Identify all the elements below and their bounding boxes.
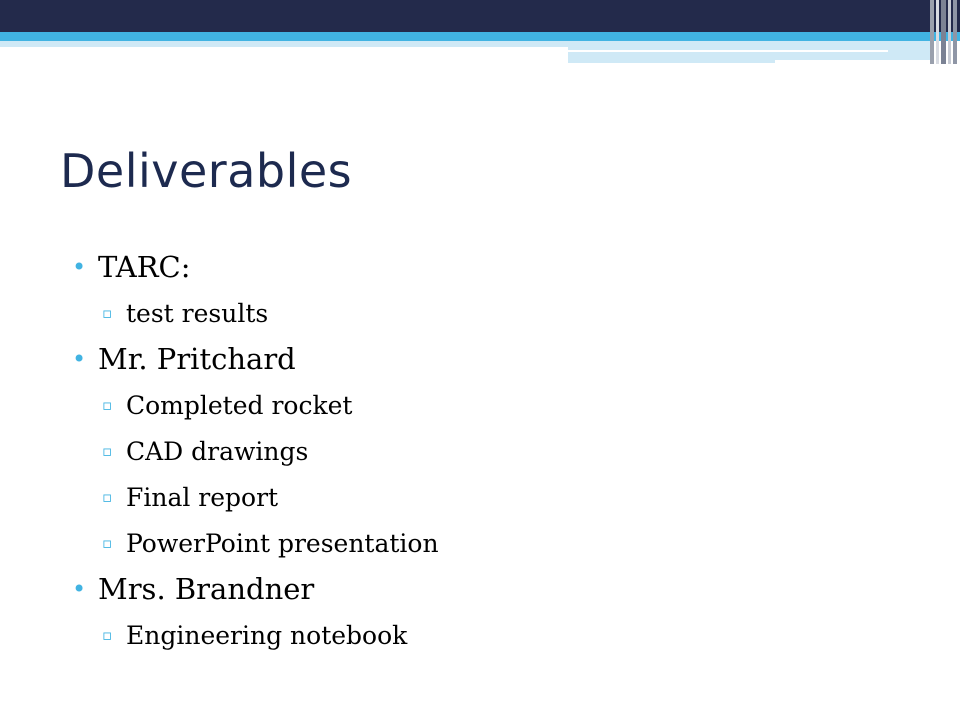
sub-bullet-item — [102, 428, 439, 474]
bullet-icon: • — [72, 345, 87, 373]
bullet-item — [72, 336, 439, 566]
sub-bullet-item — [102, 612, 439, 658]
top-banner-pale-stripe — [0, 41, 568, 47]
sub-bullet-icon: ▫ — [102, 533, 113, 552]
bullet-list — [72, 244, 439, 658]
sub-bullet-label: Completed rocket — [126, 390, 353, 420]
bullet-label: Mr. Pritchard — [98, 342, 296, 376]
sub-bullet-item — [102, 520, 439, 566]
corner-stripe — [941, 0, 946, 64]
sub-bullet-item — [102, 382, 439, 428]
top-banner-divider-secondary — [775, 60, 930, 63]
sub-bullet-icon: ▫ — [102, 395, 113, 414]
sub-bullet-label: PowerPoint presentation — [126, 528, 439, 558]
sub-bullet-label: Final report — [126, 482, 279, 512]
slide-title: Deliverables — [60, 144, 353, 198]
bullet-label: Mrs. Brandner — [98, 572, 315, 606]
sub-bullet-icon: ▫ — [102, 625, 113, 644]
top-banner — [0, 0, 960, 32]
bullet-label: TARC: — [98, 250, 191, 284]
sub-bullet-icon: ▫ — [102, 441, 113, 460]
top-banner-divider — [568, 50, 888, 52]
corner-stripe — [936, 0, 939, 64]
top-banner-accent-stripe — [0, 32, 960, 41]
sub-bullet-label: Engineering notebook — [126, 620, 408, 650]
corner-stripe — [948, 0, 951, 64]
bullet-icon: • — [72, 575, 87, 603]
bullet-icon: • — [72, 253, 87, 281]
sub-bullet-list — [72, 612, 439, 658]
sub-bullet-icon: ▫ — [102, 303, 113, 322]
sub-bullet-list — [72, 290, 439, 336]
sub-bullet-label: CAD drawings — [126, 436, 309, 466]
sub-bullet-item — [102, 290, 439, 336]
corner-stripe — [930, 0, 934, 64]
corner-stripe — [953, 0, 957, 64]
bullet-item — [72, 244, 439, 336]
bullet-item — [72, 566, 439, 658]
sub-bullet-list — [72, 382, 439, 566]
sub-bullet-icon: ▫ — [102, 487, 113, 506]
sub-bullet-label: test results — [126, 298, 269, 328]
sub-bullet-item — [102, 474, 439, 520]
